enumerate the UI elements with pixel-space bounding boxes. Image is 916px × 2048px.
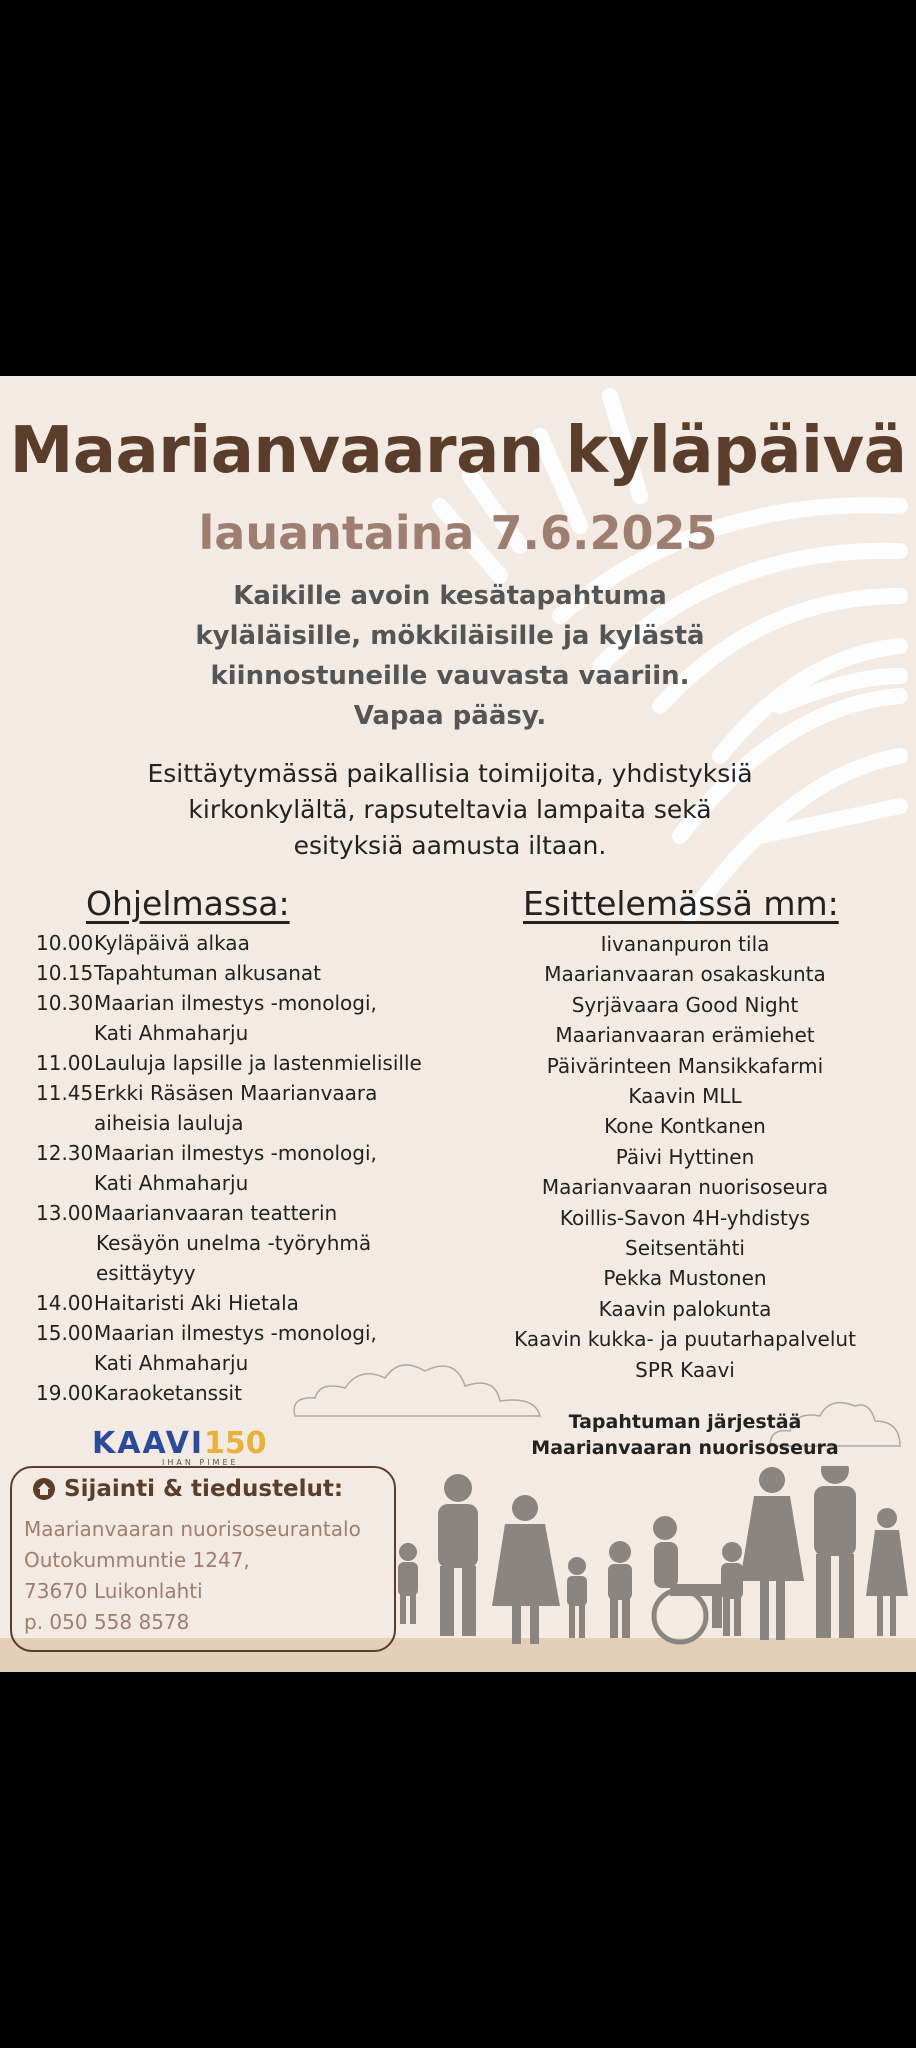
intro-line: Kaikille avoin kesätapahtuma (233, 581, 667, 611)
description-line: Esittäytymässä paikallisia toimijoita, yhdistyksiä (147, 759, 753, 788)
program-line: Kati Ahmaharju (94, 1021, 249, 1045)
exhibitor-item: Kaavin kukka- ja puutarhapalvelut (514, 1327, 856, 1352)
organizer-line: Tapahtuman järjestää (568, 1411, 802, 1433)
description-text (110, 756, 790, 864)
program-line: Lauluja lapsille ja lastenmielisille (94, 1051, 422, 1075)
intro-text (140, 576, 760, 736)
program-item (36, 1138, 476, 1198)
program-line: Kati Ahmaharju (94, 1351, 249, 1375)
location-details (24, 1514, 361, 1638)
program-line: esittäytyy (96, 1261, 196, 1285)
program-description (94, 1138, 377, 1198)
location-info-box (10, 1466, 396, 1652)
phone-number: p. 050 558 8578 (24, 1610, 190, 1634)
description-line: kirkonkylältä, rapsuteltavia lampaita sekä (188, 795, 712, 824)
program-line: Maarian ilmestys -monologi, (94, 1321, 377, 1345)
organizer-line: Maarianvaaran nuorisoseura (531, 1437, 839, 1459)
program-time: 10.15 (36, 961, 94, 985)
intro-line: kiinnostuneille vauvasta vaariin. (210, 661, 690, 691)
program-item (36, 928, 476, 958)
program-description (94, 1198, 371, 1288)
exhibitor-item: Syrjävaara Good Night (571, 992, 799, 1017)
program-description (94, 928, 250, 958)
exhibitor-item: Kaavin palokunta (598, 1296, 772, 1321)
event-poster (0, 376, 916, 1672)
program-item (36, 1048, 476, 1078)
program-description (94, 1078, 377, 1138)
program-time: 10.30 (36, 991, 94, 1015)
program-description (94, 958, 321, 988)
program-time: 10.00 (36, 931, 94, 955)
program-time: 19.00 (36, 1381, 94, 1405)
program-description (94, 1378, 242, 1408)
location-header-text: Sijainti & tiedustelut: (64, 1476, 344, 1502)
exhibitor-item: Kone Kontkanen (604, 1114, 766, 1139)
exhibitor-item: Päivärinteen Mansikkafarmi (546, 1053, 824, 1078)
program-item (36, 958, 476, 988)
exhibitor-item: Kaavin MLL (628, 1084, 742, 1109)
program-description (94, 1288, 299, 1318)
program-time: 11.00 (36, 1051, 94, 1075)
location-header (32, 1476, 343, 1502)
program-item (36, 1288, 476, 1318)
location-line: 73670 Luikonlahti (24, 1579, 203, 1603)
program-list (36, 928, 476, 1408)
family-silhouettes (380, 1466, 916, 1656)
program-line: Maarianvaaran teatterin (94, 1201, 338, 1225)
program-description (94, 988, 377, 1048)
description-line: esityksiä aamusta iltaan. (293, 831, 607, 860)
exhibitor-item: Seitsentähti (625, 1236, 745, 1261)
event-date: lauantaina 7.6.2025 (198, 506, 718, 560)
logo-number: 150 (204, 1426, 267, 1461)
program-time: 14.00 (36, 1291, 94, 1315)
program-line: Kyläpäivä alkaa (94, 931, 250, 955)
exhibitor-item: Maarianvaaran osakaskunta (544, 962, 826, 987)
program-line: Maarian ilmestys -monologi, (94, 1141, 377, 1165)
program-line: Haitaristi Aki Hietala (94, 1291, 299, 1315)
program-line: Kati Ahmaharju (94, 1171, 249, 1195)
program-time: 13.00 (36, 1201, 94, 1225)
exhibitor-list (500, 929, 870, 1385)
home-icon (32, 1477, 56, 1501)
program-time: 15.00 (36, 1321, 94, 1345)
kaavi-150-logo (92, 1426, 267, 1467)
program-line: Tapahtuman alkusanat (94, 961, 321, 985)
program-line: Erkki Räsäsen Maarianvaara (94, 1081, 378, 1105)
program-line: Karaoketanssit (94, 1381, 242, 1405)
intro-line: Vapaa pääsy. (353, 701, 547, 731)
location-line: Outokummuntie 1247, (24, 1548, 250, 1572)
exhibitor-item: Maarianvaaran erämiehet (555, 1023, 815, 1048)
program-item (36, 1078, 476, 1138)
program-item (36, 1198, 476, 1288)
program-item (36, 988, 476, 1048)
program-time: 11.45 (36, 1081, 94, 1105)
program-line: Maarian ilmestys -monologi, (94, 991, 377, 1015)
location-line: Maarianvaaran nuorisoseurantalo (24, 1517, 361, 1541)
logo-text: KAAVI (92, 1426, 205, 1461)
exhibitors-header: Esittelemässä mm: (523, 884, 839, 923)
exhibitor-item: Päivi Hyttinen (615, 1144, 755, 1169)
exhibitor-item: Pekka Mustonen (603, 1266, 767, 1291)
program-line: aiheisia lauluja (94, 1111, 244, 1135)
exhibitor-item: SPR Kaavi (635, 1357, 735, 1382)
exhibitor-item: Maarianvaaran nuorisoseura (541, 1175, 829, 1200)
program-time: 12.30 (36, 1141, 94, 1165)
organizer-text (505, 1409, 865, 1461)
program-description (94, 1048, 422, 1078)
exhibitor-item: Koillis-Savon 4H-yhdistys (559, 1205, 811, 1230)
intro-line: kyläläisille, mökkiläisille ja kylästä (195, 621, 705, 651)
poster-title: Maarianvaaran kyläpäivä (9, 414, 907, 488)
exhibitor-item: Iivananpuron tila (600, 932, 770, 956)
logo-tagline: IHAN PIMEE (162, 1458, 239, 1467)
program-line: Kesäyön unelma -työryhmä (96, 1231, 372, 1255)
program-header: Ohjelmassa: (86, 884, 290, 923)
